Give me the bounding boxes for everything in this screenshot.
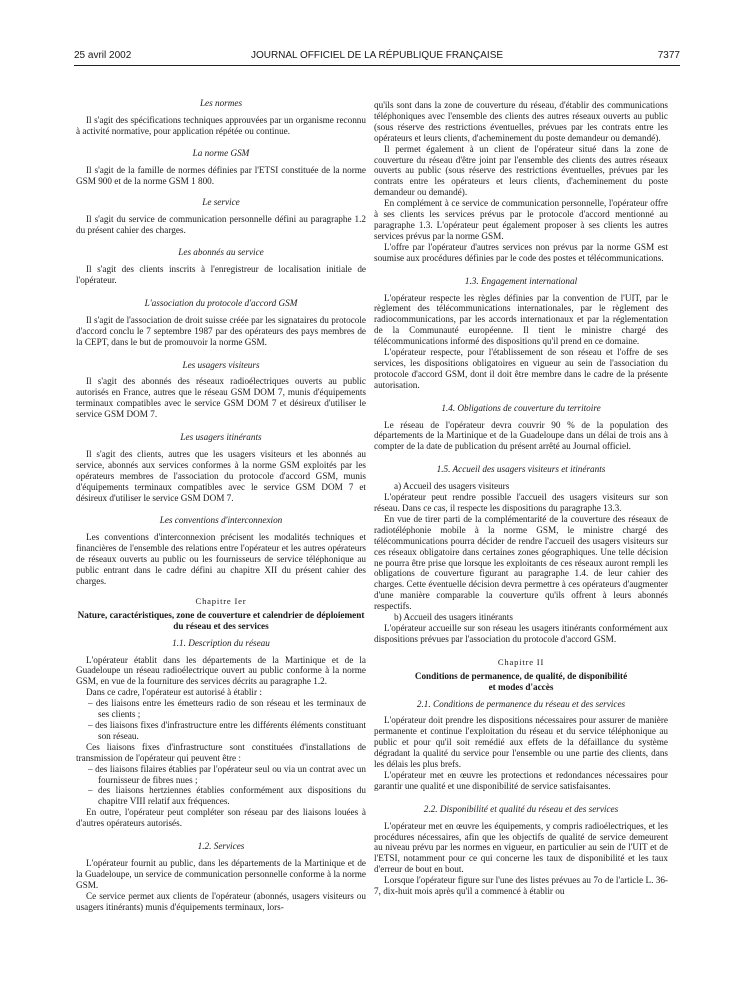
definition-heading: Les abonnés au service — [178, 247, 264, 258]
paragraph: En complément à ce service de communication personnelle, l'opérateur offre à ses clients les services prévus par le protocole d'accord mentionné au paragraphe 1.3. L'opérateur peut également proposer à ses clients les autres services prévus par la norme GSM. — [374, 198, 668, 241]
header-date: 25 avril 2002 — [74, 50, 132, 61]
definition-heading: Les usagers itinérants — [180, 432, 262, 443]
right-column — [374, 100, 668, 897]
subsection-heading: b) Accueil des usagers itinérants — [394, 612, 513, 623]
definition-heading: La norme GSM — [192, 147, 250, 158]
paragraph: L'opérateur met en œuvre les équipements, y compris radioélectriques, et les procédures nécessaires, afin que les objectifs de qualité de service demeurent au niveau prévu par les normes en vigueur, en particulier au sein de l'UIT et de l'ETSI, notamment pour ce qui concerne les taux de disponibilité et les taux d'erreur de bout en bout. — [374, 820, 668, 875]
section-heading: 1.5. Accueil des usagers visiteurs et itinérants — [436, 464, 606, 475]
chapter-title: Nature, caractéristiques, zone de couverture et calendrier de déploiement du réseau et des services — [77, 609, 365, 631]
definition-heading: Les normes — [199, 98, 243, 108]
definition-text: Il s'agit des clients inscrits à l'enregistreur de localisation initiale de l'opérateur. — [76, 264, 366, 285]
definition-text: Il s'agit des clients, autres que les usagers visiteurs et les abonnés au service, abonnés aux services conformes à la norme GSM exploités par les opérateurs membres de l'association du protocole d'accord GSM, munis d'équipements terminaux compatibles avec le service GSM DOM 7 et désireux d'utiliser le service GSM DOM 7. — [76, 448, 366, 503]
paragraph: En vue de tirer parti de la complémentarité de la couverture des réseaux de radiotéléphonie mobile à la norme GSM, le ministre chargé des télécommunications pourra décider de rendre l'accueil des usagers visiteurs sur ces réseaux obligatoire dans certaines zones géographiques. Une telle décision ne pourra être prise que lorsque les exploitants de ces réseaux auront rempli les obligations de couverture figurant au paragraphe 1.4. de leur cahier des charges. Cette éventuelle décision devra permettre à ces opérateurs d'augmenter d'une manière comparable la couverture qu'ils offrent à leurs abonnés respectifs. — [374, 513, 668, 612]
list — [76, 764, 366, 808]
header-page-number: 7377 — [657, 50, 680, 61]
paragraph: L'opérateur doit prendre les dispositions nécessaires pour assurer de manière permanente et continue l'exploitation du réseau et du service téléphonique au public et pour qu'il soit remédié aux effets de la défaillance du système dégradant la qualité du service pour l'ensemble ou une partie des clients, dans les délais les plus brefs. — [374, 715, 668, 770]
chapter-title: Conditions de permanence, de qualité, de disponibilité et modes d'accès — [414, 670, 628, 692]
page-header — [74, 50, 680, 66]
definition-text: Il s'agit du service de communication personnelle défini au paragraphe 1.2 du présent cahier des charges. — [76, 214, 366, 236]
definition-heading: Le service — [202, 197, 240, 208]
list — [76, 698, 366, 742]
paragraph: L'opérateur met en œuvre les protections et redondances nécessaires pour garantir une qualité et une disponibilité de service satisfaisantes. — [374, 769, 668, 791]
definition-text: Il s'agit des abonnés des réseaux radioélectriques ouverts au public autorisés en France, autres que le réseau GSM DOM 7, munis d'équipements terminaux compatibles avec le service GSM DOM 7 et désireux d'utiliser le service GSM DOM 7. — [76, 376, 366, 420]
paragraph: Le réseau de l'opérateur devra couvrir 90 % de la population des départements de la Martinique et de la Guadeloupe dans un délai de trois ans à compter de la date de publication du présent arrêté au Journal officiel. — [374, 419, 668, 452]
definition-text: Les conventions d'interconnexion précisent les modalités techniques et financières de l'ensemble des relations entre l'opérateur et les autres opérateurs de réseaux ouverts au public ou les fournisseurs de service téléphonique au public entrant dans le cadre défini au chapitre XII du présent cahier des charges. — [76, 532, 366, 586]
definition-text: Il s'agit de la famille de normes définies par l'ETSI constituée de la norme GSM 900 et de la norme GSM 1 800. — [76, 164, 366, 186]
paragraph: L'opérateur peut rendre possible l'accueil des usagers visiteurs sur son réseau. Dans ce cas, il respecte les dispositions du paragraphe 13.3. — [374, 492, 668, 513]
left-column — [76, 98, 366, 912]
paragraph: Il permet également à un client de l'opérateur situé dans la zone de couverture du réseau d'être joint par l'ensemble des clients des autres réseaux ouverts au public (sous réserve des restrictions éventuelles, prévues par les contrats entre les opérateurs et leurs clients, d'acheminement du poste demandeur ou demandé). — [374, 143, 668, 198]
paragraph: L'offre par l'opérateur d'autres services non prévus par la norme GSM est soumise aux procédures définies par le code des postes et télécommunications. — [374, 241, 668, 263]
header-rule — [74, 65, 680, 66]
paragraph: Dans ce cadre, l'opérateur est autorisé à établir : — [86, 687, 262, 698]
definition-heading: Les conventions d'interconnexion — [159, 515, 283, 526]
section-heading: 1.2. Services — [197, 841, 245, 852]
list-item: – des liaisons filaires établies par l'opérateur seul ou via un contrat avec un fournisseur de fibres nues ; — [88, 763, 366, 785]
subsection-heading: a) Accueil des usagers visiteurs — [394, 481, 510, 492]
definition-heading: Les usagers visiteurs — [182, 359, 260, 370]
header-journal-title: JOURNAL OFFICIEL DE LA RÉPUBLIQUE FRANÇAISE — [250, 50, 504, 61]
paragraph: En outre, l'opérateur peut compléter son réseau par des liaisons louées à d'autres opérateurs autorisés. — [76, 807, 366, 829]
paragraph: L'opérateur établit dans les départements de la Martinique et de la Guadeloupe un réseau radioélectrique ouvert au public conforme à la norme GSM, en vue de la fourniture des services décrits au paragraphe 1.2. — [76, 654, 366, 687]
paragraph: L'opérateur fournit au public, dans les départements de la Martinique et de la Guadeloupe, un service de communication personnelle conforme à la norme GSM. — [76, 857, 366, 890]
section-heading: 2.1. Conditions de permanence du réseau et des services — [416, 698, 626, 709]
paragraph: L'opérateur accueille sur son réseau les usagers itinérants conformément aux dispositions prévues par l'association du protocole d'accord GSM. — [374, 622, 668, 644]
section-heading: 1.4. Obligations de couverture du territoire — [441, 402, 601, 413]
paragraph: Ces liaisons fixes d'infrastructure sont constituées d'installations de transmission de l'opérateur qui peuvent être : — [76, 741, 366, 763]
paragraph: qu'ils sont dans la zone de couverture du réseau, d'établir des communications téléphoniques avec l'ensemble des clients des autres réseaux ouverts au public (sous réserve des restrictions éventuelles, prévues par les contrats entre les opérateurs et leurs clients, d'acheminement du poste demandeur ou demandé). — [374, 100, 668, 143]
paragraph: Ce service permet aux clients de l'opérateur (abonnés, usagers visiteurs ou usagers itinérants) munis d'équipements terminaux, lors- — [76, 890, 366, 912]
paragraph: Lorsque l'opérateur figure sur l'une des listes prévues au 7o de l'article L. 36-7, dix-huit mois après qu'il a commencé à établir ou — [374, 875, 668, 897]
paragraph: L'opérateur respecte, pour l'établissement de son réseau et l'offre de ses services, les dispositions obligatoires en vigueur au sein de l'association du protocole d'accord GSM, dont il doit être membre dans le cadre de la présente autorisation. — [374, 347, 668, 390]
section-heading: 1.1. Description du réseau — [172, 637, 270, 648]
definition-text: Il s'agit des spécifications techniques approuvées par un organisme reconnu à activité normative, pour application répétée ou continue. — [76, 114, 366, 136]
list-item: – des liaisons fixes d'infrastructure entre les différents éléments constituant son réseau. — [88, 719, 366, 741]
section-heading: 1.3. Engagement international — [464, 275, 578, 286]
list-item: – des liaisons hertziennes établies conformément aux dispositions du chapitre VIII relatif aux fréquences. — [88, 785, 366, 807]
section-heading: 2.2. Disponibilité et qualité du réseau et des services — [423, 803, 619, 814]
paragraph: L'opérateur respecte les règles définies par la convention de l'UIT, par le règlement des télécommunications internationales, par le règlement des radiocommunications, par les accords internationaux et par la réglementation de la Communauté européenne. Il tient le ministre chargé des télécommunications informé des dispositions qu'il prend en ce domaine. — [374, 292, 668, 347]
definition-heading: L'association du protocole d'accord GSM — [144, 297, 298, 308]
chapter-label: Chapitre II — [497, 656, 545, 667]
list-item: – des liaisons entre les émetteurs radio de son réseau et les terminaux de ses clients ; — [88, 698, 366, 720]
definition-text: Il s'agit de l'association de droit suisse créée par les signataires du protocole d'accord conclu le 7 septembre 1987 par des opérateurs des pays membres de la CEPT, dans le but de promouvoir la norme GSM. — [76, 314, 366, 347]
chapter-label: Chapitre Ier — [195, 595, 247, 606]
